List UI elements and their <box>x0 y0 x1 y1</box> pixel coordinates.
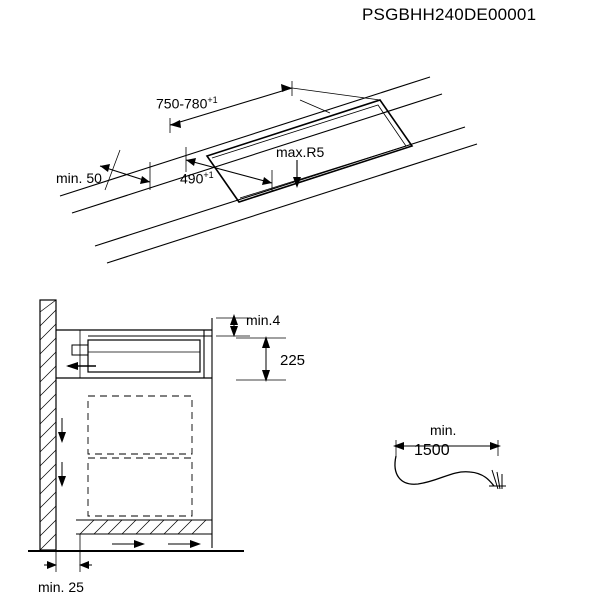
dimension-label-min-gap: min.4 <box>246 312 281 328</box>
dimension-label-corner-radius: max.R5 <box>276 144 325 160</box>
dimension-label-min-front: min. 25 <box>38 579 84 595</box>
cable-label-min: min. <box>430 422 457 438</box>
document-code: PSGBHH240DE00001 <box>362 5 537 24</box>
cable-label-length: 1500 <box>414 442 450 459</box>
dimension-label-width: $750-780^{+1}$ <box>156 95 218 112</box>
dimension-label-height: 225 <box>280 352 306 369</box>
dimension-label-depth: $490^{+1}$ <box>180 170 214 187</box>
dimension-label-min-rear: min. 50 <box>56 170 102 186</box>
